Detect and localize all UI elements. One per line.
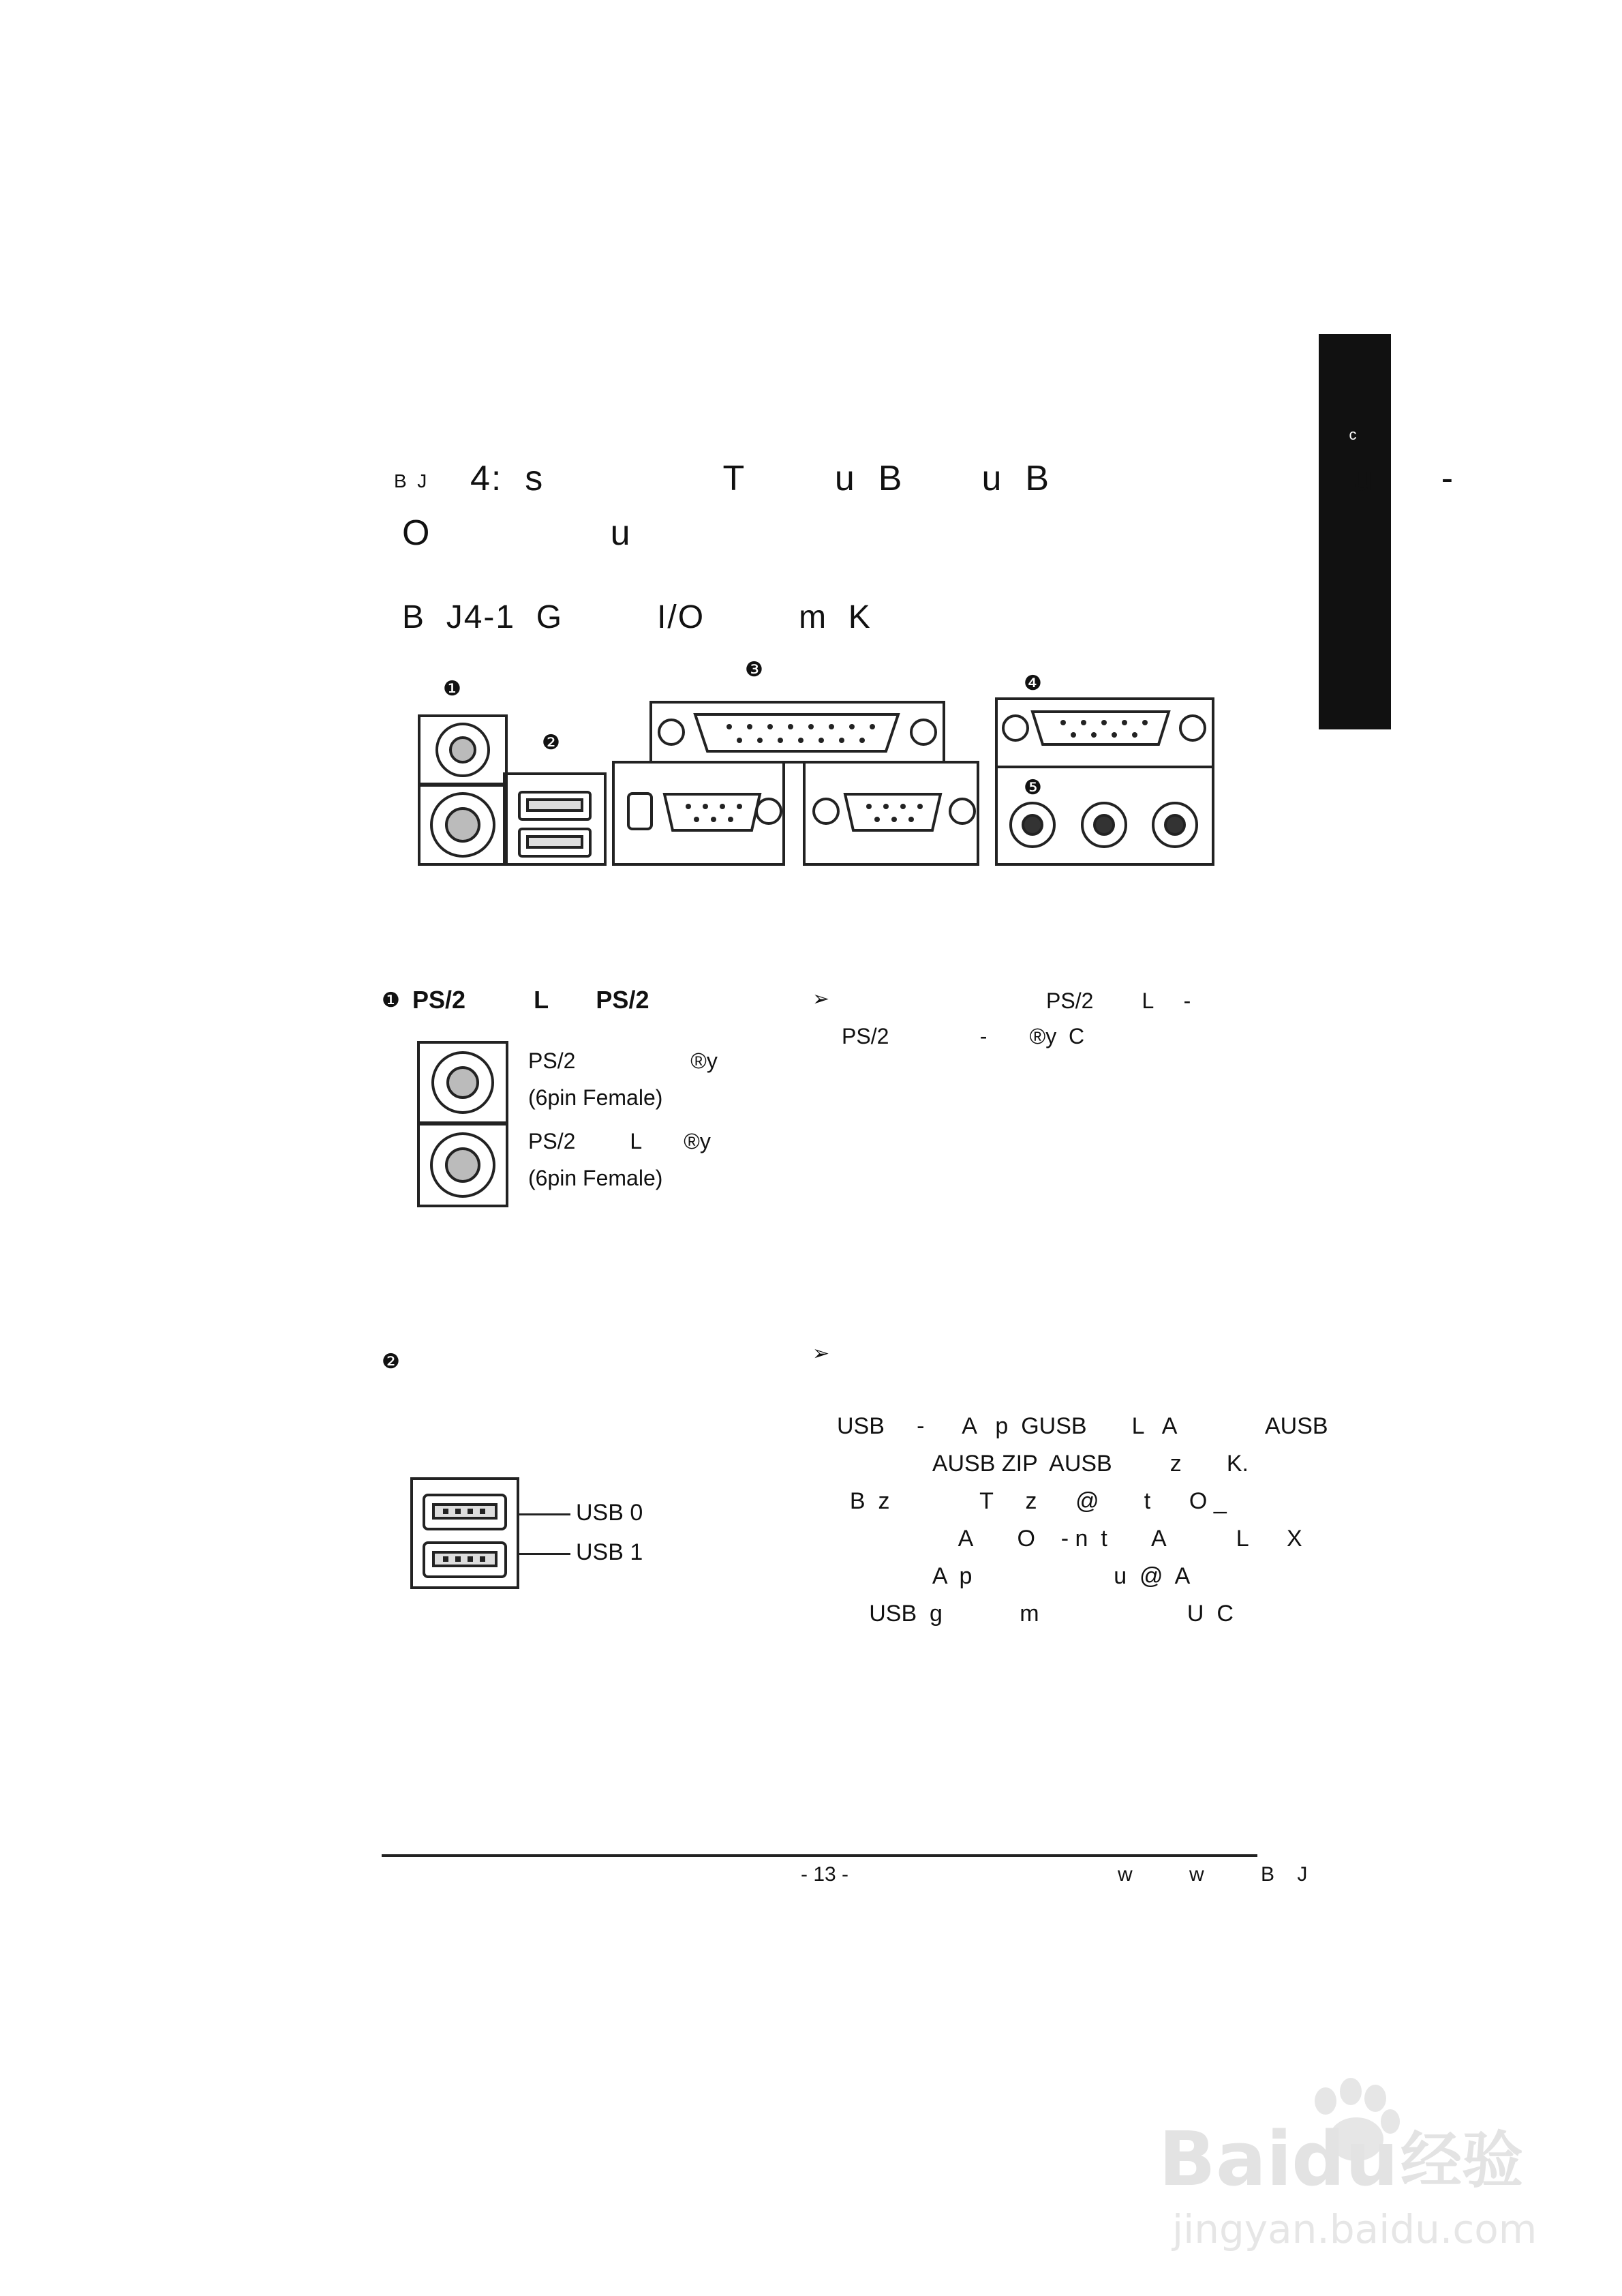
side-tab — [1319, 334, 1391, 729]
usb1-leader-line — [519, 1553, 570, 1555]
usb-figure — [409, 1476, 525, 1592]
ps2-marker: ❶ — [382, 989, 400, 1012]
usb0-label: USB 0 — [576, 1500, 643, 1526]
header-prefix: B J — [394, 470, 427, 492]
ps2-note-line-2: PS/2 - ®y C — [842, 1024, 1085, 1048]
page-number: - 13 - — [801, 1863, 849, 1886]
footer-rule — [382, 1854, 1257, 1857]
ps2-top-label: PS/2 ®y — [528, 1048, 718, 1073]
ps2-bottom-label: PS/2 L ®y — [528, 1129, 711, 1153]
io-panel-figure — [409, 661, 1227, 893]
svg-text:jingyan.baidu.com: jingyan.baidu.com — [1172, 2206, 1537, 2252]
usb-text-line-1: USB - A p GUSB L A AUSB — [837, 1413, 1328, 1439]
usb0-leader-line — [519, 1513, 570, 1515]
side-tab-label: c — [1349, 426, 1357, 443]
header-line-1: 4: s T u B u B u - — [470, 459, 1455, 498]
panel-marker-4: ❹ — [1024, 672, 1042, 695]
panel-marker-5: ❺ — [1024, 776, 1042, 799]
usb1-label: USB 1 — [576, 1539, 643, 1565]
header-line-2: O u — [402, 513, 632, 553]
usb-text-line-3: B z T z @ t O _ — [837, 1488, 1227, 1514]
usb-marker: ❷ — [382, 1350, 400, 1373]
ps2-figure — [416, 1040, 511, 1210]
svg-text:du: du — [1291, 2115, 1399, 2203]
io-panel-drawing — [409, 661, 1227, 893]
ps2-note-bullet: ➢ — [812, 988, 830, 1010]
usb-text-line-5: A p u @ A — [837, 1563, 1191, 1589]
section-title: B J4-1 G I/O m K — [402, 599, 872, 635]
usb-text-line-6: USB g m U C — [837, 1601, 1234, 1627]
footer-right-text: w w B J — [1118, 1863, 1308, 1886]
usb-port-drawing — [409, 1476, 525, 1592]
ps2-note-line-1: PS/2 L - — [1046, 988, 1191, 1013]
baidu-watermark-logo — [1159, 2059, 1540, 2256]
usb-note-bullet: ➢ — [812, 1342, 830, 1365]
svg-text:Bai: Bai — [1159, 2115, 1292, 2203]
svg-text:经验: 经验 — [1401, 2125, 1523, 2196]
panel-marker-2: ❷ — [542, 731, 560, 754]
panel-marker-1: ❶ — [443, 678, 461, 700]
ps2-heading: PS/2 L PS/2 — [412, 986, 649, 1014]
ps2-port-drawing — [416, 1040, 511, 1210]
paw-icon — [1159, 2059, 1540, 2256]
panel-marker-3: ❸ — [745, 659, 763, 681]
ps2-bottom-sub: (6pin Female) — [528, 1166, 663, 1190]
usb-text-line-4: A O - n t A L X — [837, 1526, 1302, 1552]
usb-text-line-2: AUSB ZIP AUSB z K. — [837, 1451, 1249, 1477]
ps2-top-sub: (6pin Female) — [528, 1085, 663, 1110]
